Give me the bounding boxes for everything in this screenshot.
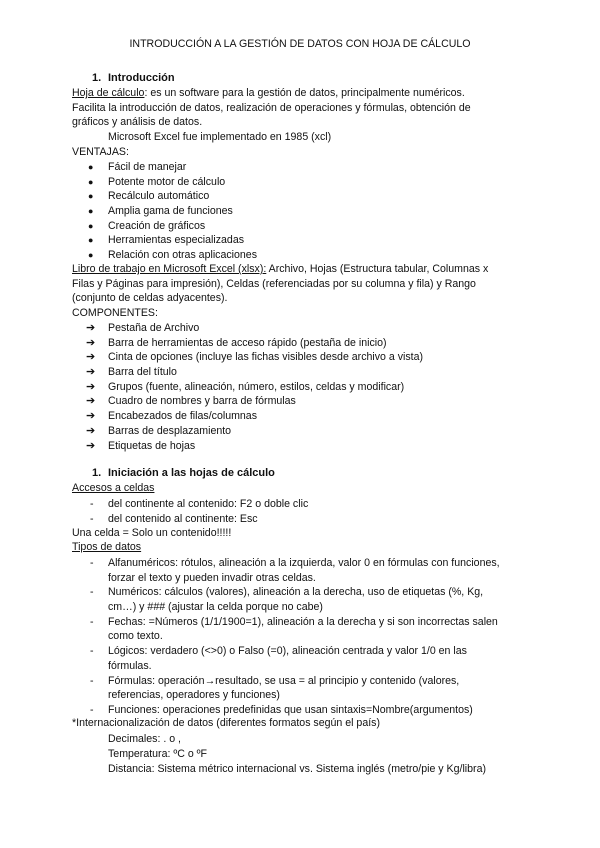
section-title: Introducción xyxy=(108,72,175,84)
arrow-right-icon: ➔ xyxy=(86,395,96,408)
hoja-definition-line-1 xyxy=(72,87,465,99)
list-item: - Lógicos: verdadero (<>0) o Falso (=0), alineación centrada y valor 1/0 en las fórmulas. xyxy=(90,645,467,672)
arrow-right-icon: ➔ xyxy=(86,322,96,334)
arrow-right-icon: ➔ xyxy=(86,424,96,437)
document-page: INTRODUCCIÓN A LA GESTIÓN DE DATOS CON HOJA DE CÁLCULO 1. Introducción Hoja de cálculo: es un software para la gestión de datos, principalmente numéricos. Facilita la introducción de datos, realización de operaciones y fórmulas, obtención de gráficos y análisis de datos. Microsoft Excel fue implementado en 1985 (xcl) VENTAJAS: ● Fácil de manejar ● Potente motor de cálculo ● Recálculo automático ● Amplia gama de funciones ● Creación de gráficos ● Herramientas especializadas ● Relación con otras aplicaciones Libro de trabajo en Microsoft Excel (xlsx): Archivo, Hojas (Estructura tabular, Columnas x Filas y Páginas para impresión), Celdas (referenciadas por su columna y fila) y Rango (conjunto de celdas adyacentes). COMPONENTES: ➔ Pestaña de Archivo ➔ Barra de herramientas de acceso rápido (pestaña de inicio) ➔ Cinta de opciones (incluye las fichas visibles desde archivo a vista) ➔ Barra del título ➔ Grupos (fuente, alineación, número, estilos, celdas y modificar) ➔ Cuadro de nombres y barra de fórmulas ➔ Encabezados de filas/columnas ➔ Barras de desplazamiento ➔ Etiquetas de hojas 1. Iniciación a las hojas de cálculo Accesos a celdas - del continente al contenido: F2 o doble clic - del contenido al continente: Esc Una celda = Solo un contenido!!!!! Tipos de datos - Alfanuméricos: rótulos, alineación a la izquierda, valor 0 en fórmulas con funciones, forzar el texto y pueden invadir otras celdas. - Numéricos: cálculos (valores), alineación a la derecha, uso de etiquetas (%, Kg, cm…) y ### (ajustar la celda porque no cabe) - Fechas: =Números (1/1/1900=1), alineación a la derecha y si son incorrectas salen como texto. - Lógicos: verdadero (<>0) o Falso (=0), alineación centrada y valor 1/0 en las fórmulas. - Fórmulas: operación→resultado, se usa = al principio y contenido (valores, referencias, operadores y funciones) - Funciones: operaciones predefinidas que usan sintaxis=Nombre(argumentos) *Internacionalización de datos (diferentes formatos según el país) Decimales: . o , Temperatura: ºC o ºF Distancia: Sistema métrico internacional vs. Sistema inglés (metro/pie y Kg/libra) xyxy=(0,0,600,848)
hoja-def-3: gráficos y análisis de datos. xyxy=(72,116,203,128)
libro-def-3: (conjunto de celdas adyacentes). xyxy=(72,292,228,304)
list-item: - Fechas: =Números (1/1/1900=1), alineación a la derecha y si son incorrectas salen como texto. xyxy=(90,615,498,643)
section-heading-introduccion xyxy=(92,72,175,84)
libro-def-1: Archivo, Hojas (Estructura tabular, Columnas x xyxy=(266,263,489,275)
distancia-line: Distancia: Sistema métrico internacional vs. Sistema inglés (metro/pie y Kg/libra) xyxy=(108,763,486,775)
section-heading-iniciacion xyxy=(92,467,275,479)
bullet-icon: ● xyxy=(88,162,94,172)
list-item: - Fórmulas: operación→resultado, se usa = al principio y contenido (valores, referencias, operadores y funciones) xyxy=(90,674,460,702)
section-number: 1. xyxy=(92,467,102,479)
arrow-right-icon: ➔ xyxy=(86,366,96,379)
internacionalizacion-note: *Internacionalización de datos (diferentes formatos según el país) xyxy=(72,717,380,729)
hoja-term: Hoja de cálculo xyxy=(72,87,145,99)
list-item: - Funciones: operaciones predefinidas que usan sintaxis=Nombre(argumentos) xyxy=(90,703,473,716)
list-item: - Alfanuméricos: rótulos, alineación a la izquierda, valor 0 en fórmulas con funciones, forzar el texto y pueden invadir otras celdas. xyxy=(90,557,500,584)
tipos-label: Tipos de datos xyxy=(72,541,142,553)
accesos-label: Accesos a celdas xyxy=(72,482,155,494)
arrow-right-icon: ➔ xyxy=(86,336,96,349)
section-number: 1. xyxy=(92,72,102,84)
componentes-label: COMPONENTES: xyxy=(72,307,158,319)
arrow-right-icon: ➔ xyxy=(86,410,96,423)
ventajas-label: VENTAJAS: xyxy=(72,146,129,158)
hoja-def-2: Facilita la introducción de datos, realización de operaciones y fórmulas, obtención de xyxy=(72,102,471,114)
arrow-right-icon: ➔ xyxy=(86,351,96,364)
tipos-list xyxy=(72,556,542,718)
una-celda-note: Una celda = Solo un contenido!!!!! xyxy=(72,527,232,539)
decimales-line: Decimales: . o , xyxy=(108,733,182,745)
bullet-icon: ● xyxy=(88,206,94,217)
hoja-def-1: : es un software para la gestión de datos, principalmente numéricos. xyxy=(144,87,465,99)
document-title: INTRODUCCIÓN A LA GESTIÓN DE DATOS CON HOJA DE CÁLCULO xyxy=(129,38,471,50)
temperatura-line: Temperatura: ºC o ºF xyxy=(108,748,207,760)
section-title: Iniciación a las hojas de cálculo xyxy=(108,467,275,479)
bullet-icon: ● xyxy=(88,191,94,202)
list-item: - Numéricos: cálculos (valores), alineación a la derecha, uso de etiquetas (%, Kg, cm…) y ### (ajustar la celda porque no cabe) xyxy=(90,586,484,614)
libro-line-1 xyxy=(72,263,488,275)
arrow-right-icon: ➔ xyxy=(86,380,96,393)
bullet-icon: ● xyxy=(88,176,94,187)
libro-term: Libro de trabajo en Microsoft Excel (xlsx): xyxy=(72,263,267,275)
bullet-icon: ● xyxy=(88,220,94,231)
bullet-icon: ● xyxy=(88,235,94,246)
libro-def-2: Filas y Páginas para impresión), Celdas (referenciadas por su columna y fila) y Rango xyxy=(72,278,476,290)
bullet-icon: ● xyxy=(88,250,94,261)
excel-note: Microsoft Excel fue implementado en 1985 (xcl) xyxy=(108,131,332,143)
arrow-right-icon: ➔ xyxy=(86,439,96,452)
